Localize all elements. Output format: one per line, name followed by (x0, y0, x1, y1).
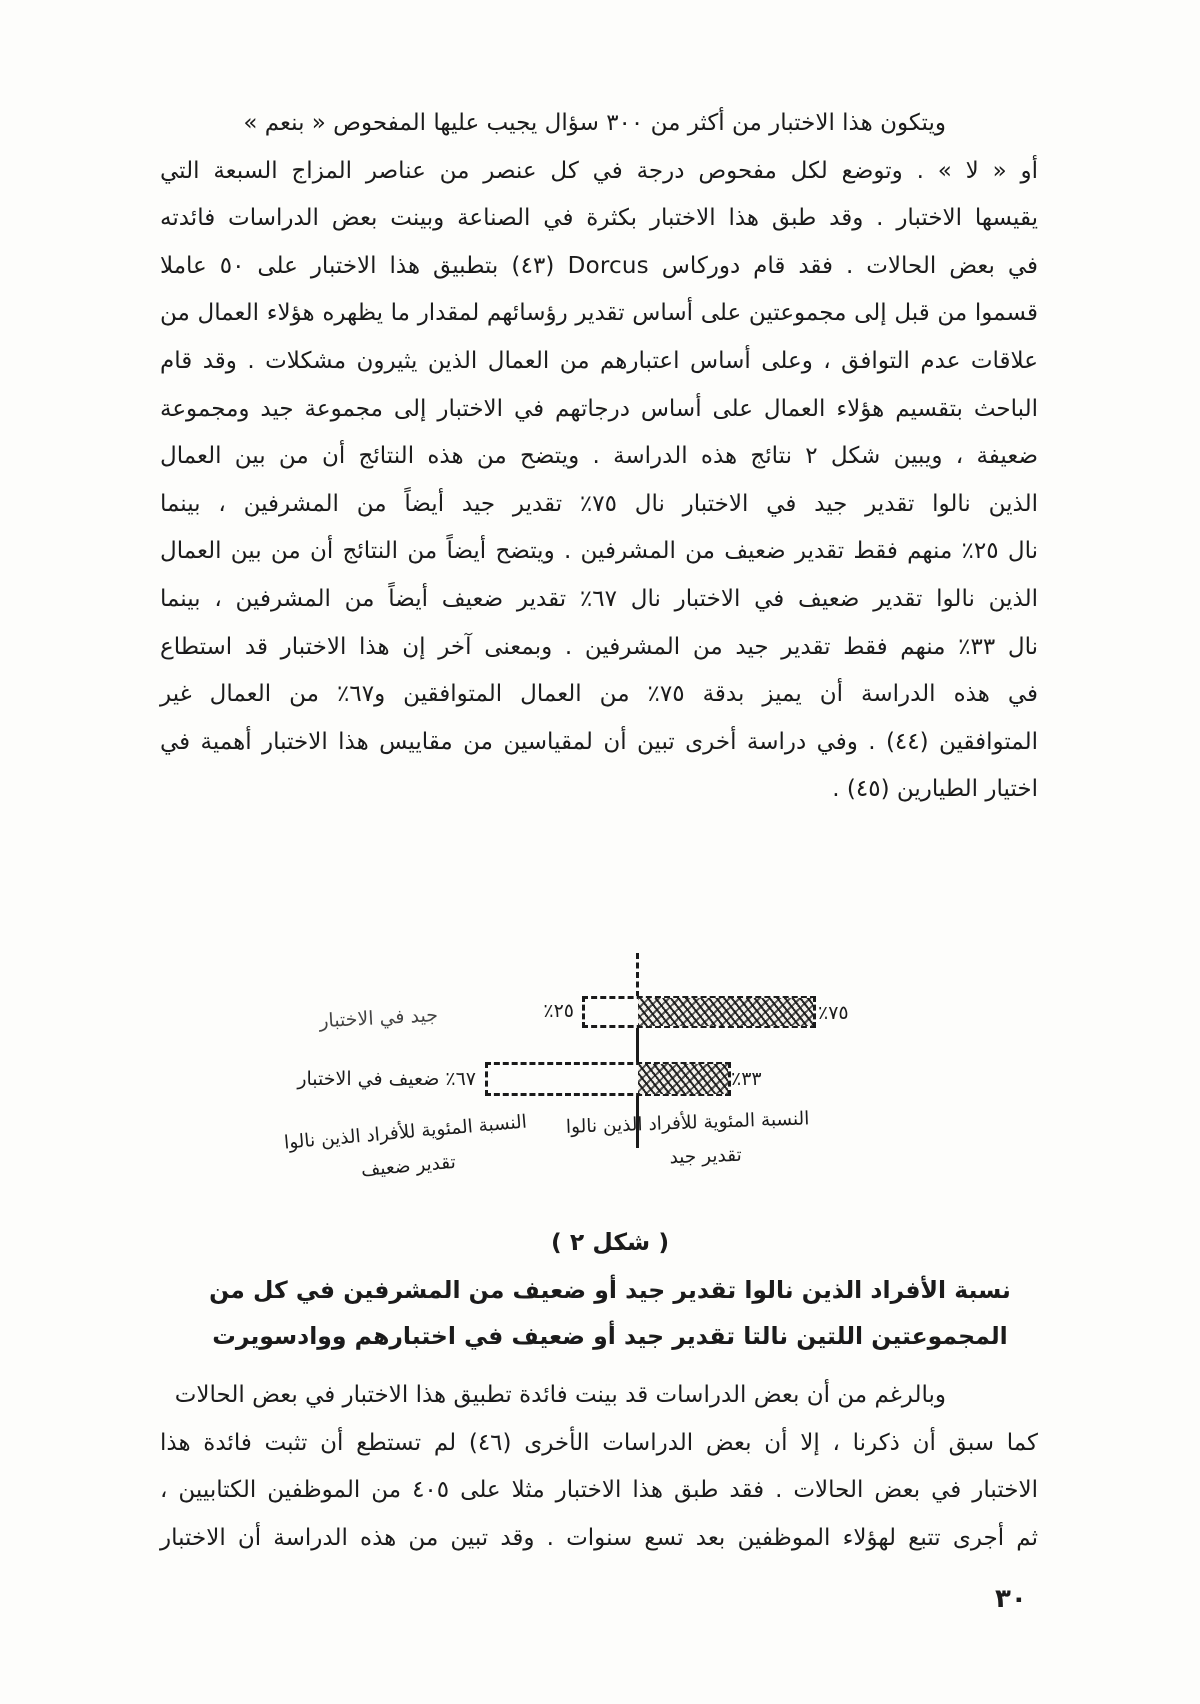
body-line: ثم أجرى تتبع لهؤلاء الموظفين بعد تسع سنوات . وقد تبين من هذه الدراسة أن الاختبار (160, 1524, 1038, 1551)
body-line: قسموا من قبل إلى مجموعتين على أساس تقدير رؤسائهم لمقدار ما يظهره هؤلاء العمال من (160, 300, 1038, 327)
body-line: ويتكون هذا الاختبار من أكثر من ٣٠٠ سؤال يجيب عليها المفحوص « بنعم » (243, 110, 946, 136)
body-line: ضعيفة ، ويبين شكل ٢ نتائج هذه الدراسة . ويتضح من هذه النتائج أن من بين العمال (160, 443, 1038, 470)
body-line: أو « لا » . وتوضع لكل مفحوص درجة في كل عنصر من عناصر المزاج السبعة التي (160, 157, 1038, 184)
body-line: الذين نالوا تقدير ضعيف في الاختبار نال ٦٧٪ تقدير ضعيف أيضاً من المشرفين ، بينما (160, 585, 1038, 612)
chart-row2-hatched-segment (638, 1064, 728, 1094)
paragraph-1 (160, 100, 1038, 814)
body-line: كما سبق أن ذكرنا ، إلا أن بعض الدراسات الأخرى (٤٦) لم تستطع أن تثبت فائدة هذا (160, 1429, 1039, 1456)
page-number: ٣٠ (995, 1584, 1027, 1614)
paragraph-2 (160, 1372, 1038, 1562)
chart-row1-hatched-segment (638, 998, 813, 1026)
chart-row1-left-value: ٢٥٪ (543, 1000, 574, 1022)
figure-title: ( شكل ٢ ) (550, 1228, 670, 1256)
chart-legend-left (280, 1105, 535, 1195)
body-line: اختيار الطيارين (٤٥) . (832, 776, 1038, 803)
body-line: يقيسها الاختبار . وقد طبق هذا الاختبار بكثرة في الصناعة وبينت بعض الدراسات فائدته (160, 205, 1038, 232)
chart-row1-bar (582, 996, 816, 1028)
chart-row2-right-value: ٣٣٪ (731, 1068, 762, 1090)
chart-legend-right-line1: النسبة المئوية للأفراد الذين نالوا (565, 1108, 810, 1138)
chart-legend-left-line1: النسبة المئوية للأفراد الذين نالوا (283, 1111, 528, 1154)
chart-row2-category-label: ٦٧٪ ضعيف في الاختبار (297, 1068, 476, 1090)
body-line: في بعض الحالات . فقد قام دوركاس Dorcus (٤٣) بتطبيق هذا الاختبار على ٥٠ عاملا (160, 252, 1038, 279)
chart-axis-line-top (636, 953, 639, 997)
figure-caption-line2: المجموعتين اللتين نالتا تقدير جيد أو ضعيف في اختبارهم ووادسويرت (212, 1322, 1008, 1350)
chart-axis-line-middle (636, 1026, 639, 1064)
body-line: الاختبار في بعض الحالات . فقد طبق هذا الاختبار مثلا على ٤٠٥ من الموظفين الكتابيين ، (160, 1477, 1038, 1504)
body-line: وبالرغم من أن بعض الدراسات قد بينت فائدة تطبيق هذا الاختبار في بعض الحالات (174, 1382, 946, 1408)
chart-row1-category-label: جيد في الاختبار (318, 1004, 439, 1033)
chart-row1-right-value: ٧٥٪ (818, 1002, 849, 1024)
chart-legend-left-line2: تقدير ضعيف (360, 1151, 457, 1182)
body-line: علاقات عدم التوافق ، وعلى أساس اعتبارهم من العمال الذين يثيرون مشكلات . وقد قام (160, 347, 1038, 374)
figure-caption-line1: نسبة الأفراد الذين نالوا تقدير جيد أو ضعيف من المشرفين في كل من (209, 1276, 1011, 1304)
body-line: نال ٣٣٪ منهم فقط تقدير جيد من المشرفين . وبمعنى آخر إن هذا الاختبار قد استطاع (160, 633, 1038, 660)
body-line: المتوافقين (٤٤) . وفي دراسة أخرى تبين أن لمقياسين من مقاييس هذا الاختبار أهمية في (160, 728, 1038, 755)
body-line: نال ٢٥٪ منهم فقط تقدير ضعيف من المشرفين . ويتضح أيضاً من النتائج أن من بين العمال (160, 538, 1038, 565)
chart-legend-right-line2: تقدير جيد (669, 1144, 743, 1169)
body-line: في هذه الدراسة أن يميز بدقة ٧٥٪ من العمال المتوافقين و٦٧٪ من العمال غير (160, 681, 1038, 708)
chart-row2-bar (485, 1062, 731, 1096)
body-line: الذين نالوا تقدير جيد في الاختبار نال ٧٥٪ تقدير جيد أيضاً من المشرفين ، بينما (160, 490, 1038, 517)
body-line: الباحث بتقسيم هؤلاء العمال على أساس درجاتهم في الاختبار إلى مجموعة جيد ومجموعة (160, 395, 1038, 422)
chart-legend-right (565, 1102, 811, 1177)
